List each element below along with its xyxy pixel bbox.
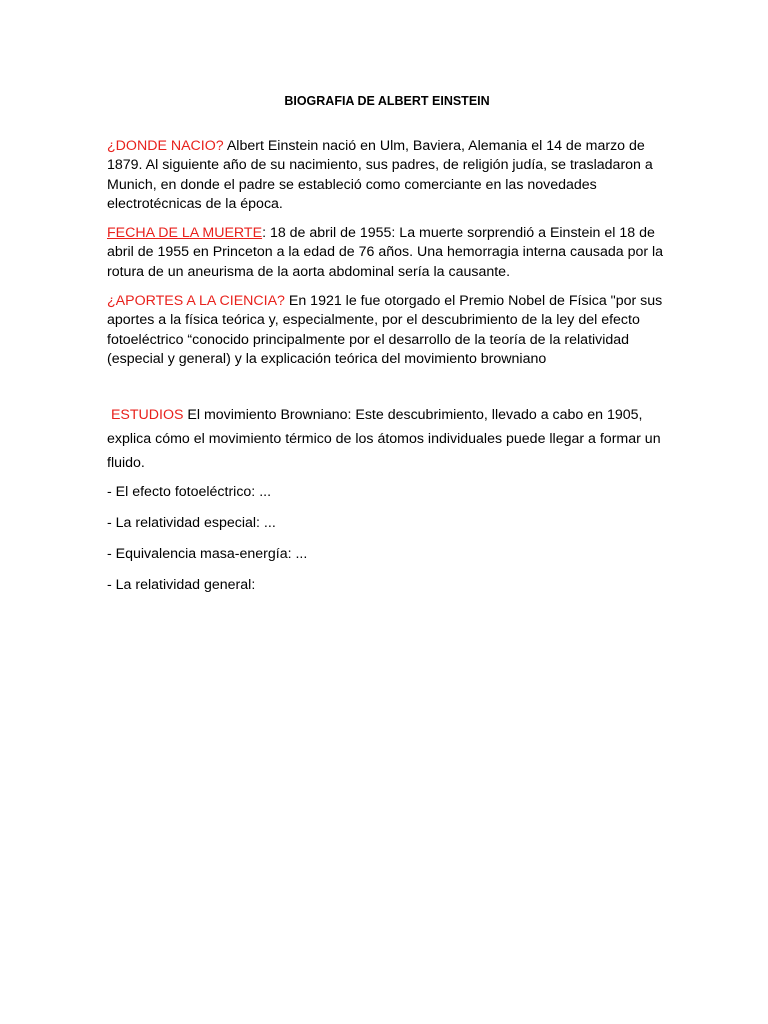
document-title: BIOGRAFIA DE ALBERT EINSTEIN: [284, 94, 490, 108]
list-item: - Equivalencia masa-energía: ...: [107, 546, 308, 562]
section-studies: [107, 403, 667, 475]
section-heading-birthplace: ¿DONDE NACIO?: [107, 138, 224, 154]
section-death-date: [107, 224, 667, 282]
list-item: - El efecto fotoeléctrico: ...: [107, 484, 272, 500]
section-heading-studies: ESTUDIOS: [107, 407, 184, 423]
section-body-contributions: En 1921 le fue otorgado el Premio Nobel de Física "por sus aportes a la física teórica y, especialmente, por el descubrimiento de la ley del efecto fotoeléctrico “conocido principalmente por el desarrollo de la teoría de la relatividad (especial y general) y la explicación teórica del movimiento browniano: [107, 293, 663, 368]
section-heading-death-date: FECHA DE LA MUERTE: [107, 225, 263, 241]
section-heading-contributions: ¿APORTES A LA CIENCIA?: [107, 293, 285, 309]
section-body-death-date: : 18 de abril de 1955: La muerte sorprendió a Einstein el 18 de abril de 1955 en Princeton a la edad de 76 años. Una hemorragia interna causada por la rotura de un aneurisma de la aorta abdominal sería la causante.: [107, 225, 664, 280]
list-item: - La relatividad especial: ...: [107, 515, 276, 531]
section-body-studies: El movimiento Browniano: Este descubrimiento, llevado a cabo en 1905, explica cómo el movimiento térmico de los átomos individuales puede llegar a formar un fluido.: [107, 407, 661, 471]
document-page: [107, 0, 667, 1024]
section-birthplace: [107, 137, 667, 215]
section-body-birthplace: Albert Einstein nació en Ulm, Baviera, Alemania el 14 de marzo de 1879. Al siguiente año de su nacimiento, sus padres, de religión judía, se trasladaron a Munich, en donde el padre se estableció como comerciante en las novedades electrotécnicas de la época.: [107, 138, 653, 213]
list-item: - La relatividad general:: [107, 577, 256, 593]
section-contributions: [107, 292, 667, 370]
